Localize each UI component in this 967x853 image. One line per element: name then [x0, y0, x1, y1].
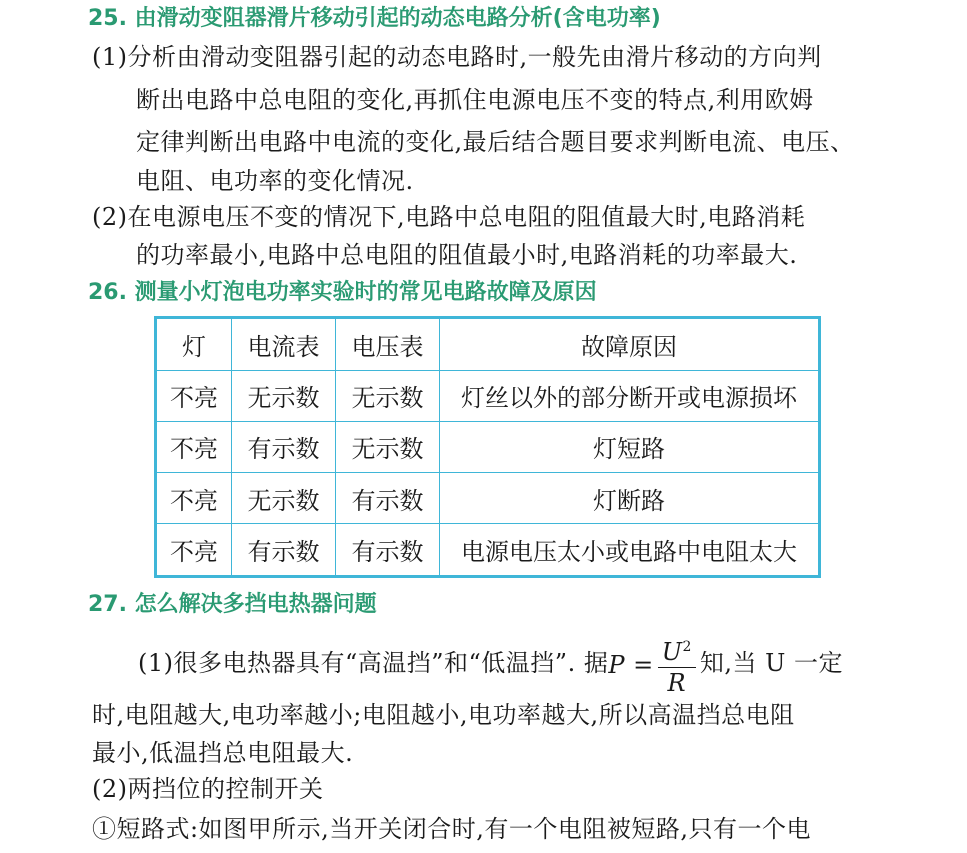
table-cell: 不亮 [156, 421, 232, 472]
section-27-p1-line3: 最小,低温挡总电阻最大. [92, 739, 354, 767]
table-row [156, 524, 820, 577]
table-cell: 不亮 [156, 473, 232, 524]
table-cell: 有示数 [336, 524, 440, 577]
table-cell: 有示数 [232, 421, 336, 472]
section-27-p1-text-after: 知,当 U 一定 [699, 649, 844, 677]
table-cell: 有示数 [336, 473, 440, 524]
section-25-heading: 25. 由滑动变阻器滑片移动引起的动态电路分析(含电功率) [88, 6, 661, 31]
section-25-p2-line1: (2)在电源电压不变的情况下,电路中总电阻的阻值最大时,电路消耗 [92, 203, 806, 231]
table-cell: 不亮 [156, 370, 232, 421]
section-27-p2: (2)两挡位的控制开关 [92, 775, 324, 803]
power-formula-denominator: R [667, 668, 687, 697]
table-cell: 不亮 [156, 524, 232, 577]
section-27-heading: 27. 怎么解决多挡电热器问题 [88, 592, 377, 617]
section-27-p3: ①短路式:如图甲所示,当开关闭合时,有一个电阻被短路,只有一个电 [92, 815, 811, 843]
formula-exponent: 2 [682, 638, 692, 655]
table-row [156, 473, 820, 524]
power-formula-numerator [658, 632, 696, 668]
section-25-p1-line4: 电阻、电功率的变化情况. [136, 167, 414, 195]
power-formula-lhs: P = [608, 650, 654, 679]
table-cell: 灯丝以外的部分断开或电源损坏 [440, 370, 820, 421]
table-cell: 灯短路 [440, 421, 820, 472]
table-header-row [156, 318, 820, 371]
table-cell: 电源电压太小或电路中电阻太大 [440, 524, 820, 577]
table-header-cell: 电压表 [336, 318, 440, 371]
table-cell: 灯断路 [440, 473, 820, 524]
table-cell: 无示数 [232, 473, 336, 524]
table-row [156, 421, 820, 472]
table-cell: 无示数 [336, 370, 440, 421]
formula-numerator-symbol: U [661, 637, 683, 666]
table-cell: 有示数 [232, 524, 336, 577]
power-formula-fraction [658, 632, 696, 698]
table-header-cell: 电流表 [232, 318, 336, 371]
section-27-p1-text-before: (1)很多电热器具有“高温挡”和“低温挡”. 据 [138, 649, 609, 677]
table-header-cell: 灯 [156, 318, 232, 371]
table-cell: 无示数 [336, 421, 440, 472]
section-25-p1-line2: 断出电路中总电阻的变化,再抓住电源电压不变的特点,利用欧姆 [136, 86, 814, 114]
section-27-p1-line2: 时,电阻越大,电功率越小;电阻越小,电功率越大,所以高温挡总电阻 [92, 701, 795, 729]
section-25-p1-line3: 定律判断出电路中电流的变化,最后结合题目要求判断电流、电压、 [136, 128, 855, 156]
fault-table [154, 316, 821, 578]
section-25-p1-line1: (1)分析由滑动变阻器引起的动态电路时,一般先由滑片移动的方向判 [92, 43, 822, 71]
table-cell: 无示数 [232, 370, 336, 421]
table-header-cell: 故障原因 [440, 318, 820, 371]
section-27-p1-line1 [138, 630, 843, 698]
table-row [156, 370, 820, 421]
section-25-p2-line2: 的功率最小,电路中总电阻的阻值最小时,电路消耗的功率最大. [136, 241, 798, 269]
section-26-heading: 26. 测量小灯泡电功率实验时的常见电路故障及原因 [88, 280, 597, 305]
